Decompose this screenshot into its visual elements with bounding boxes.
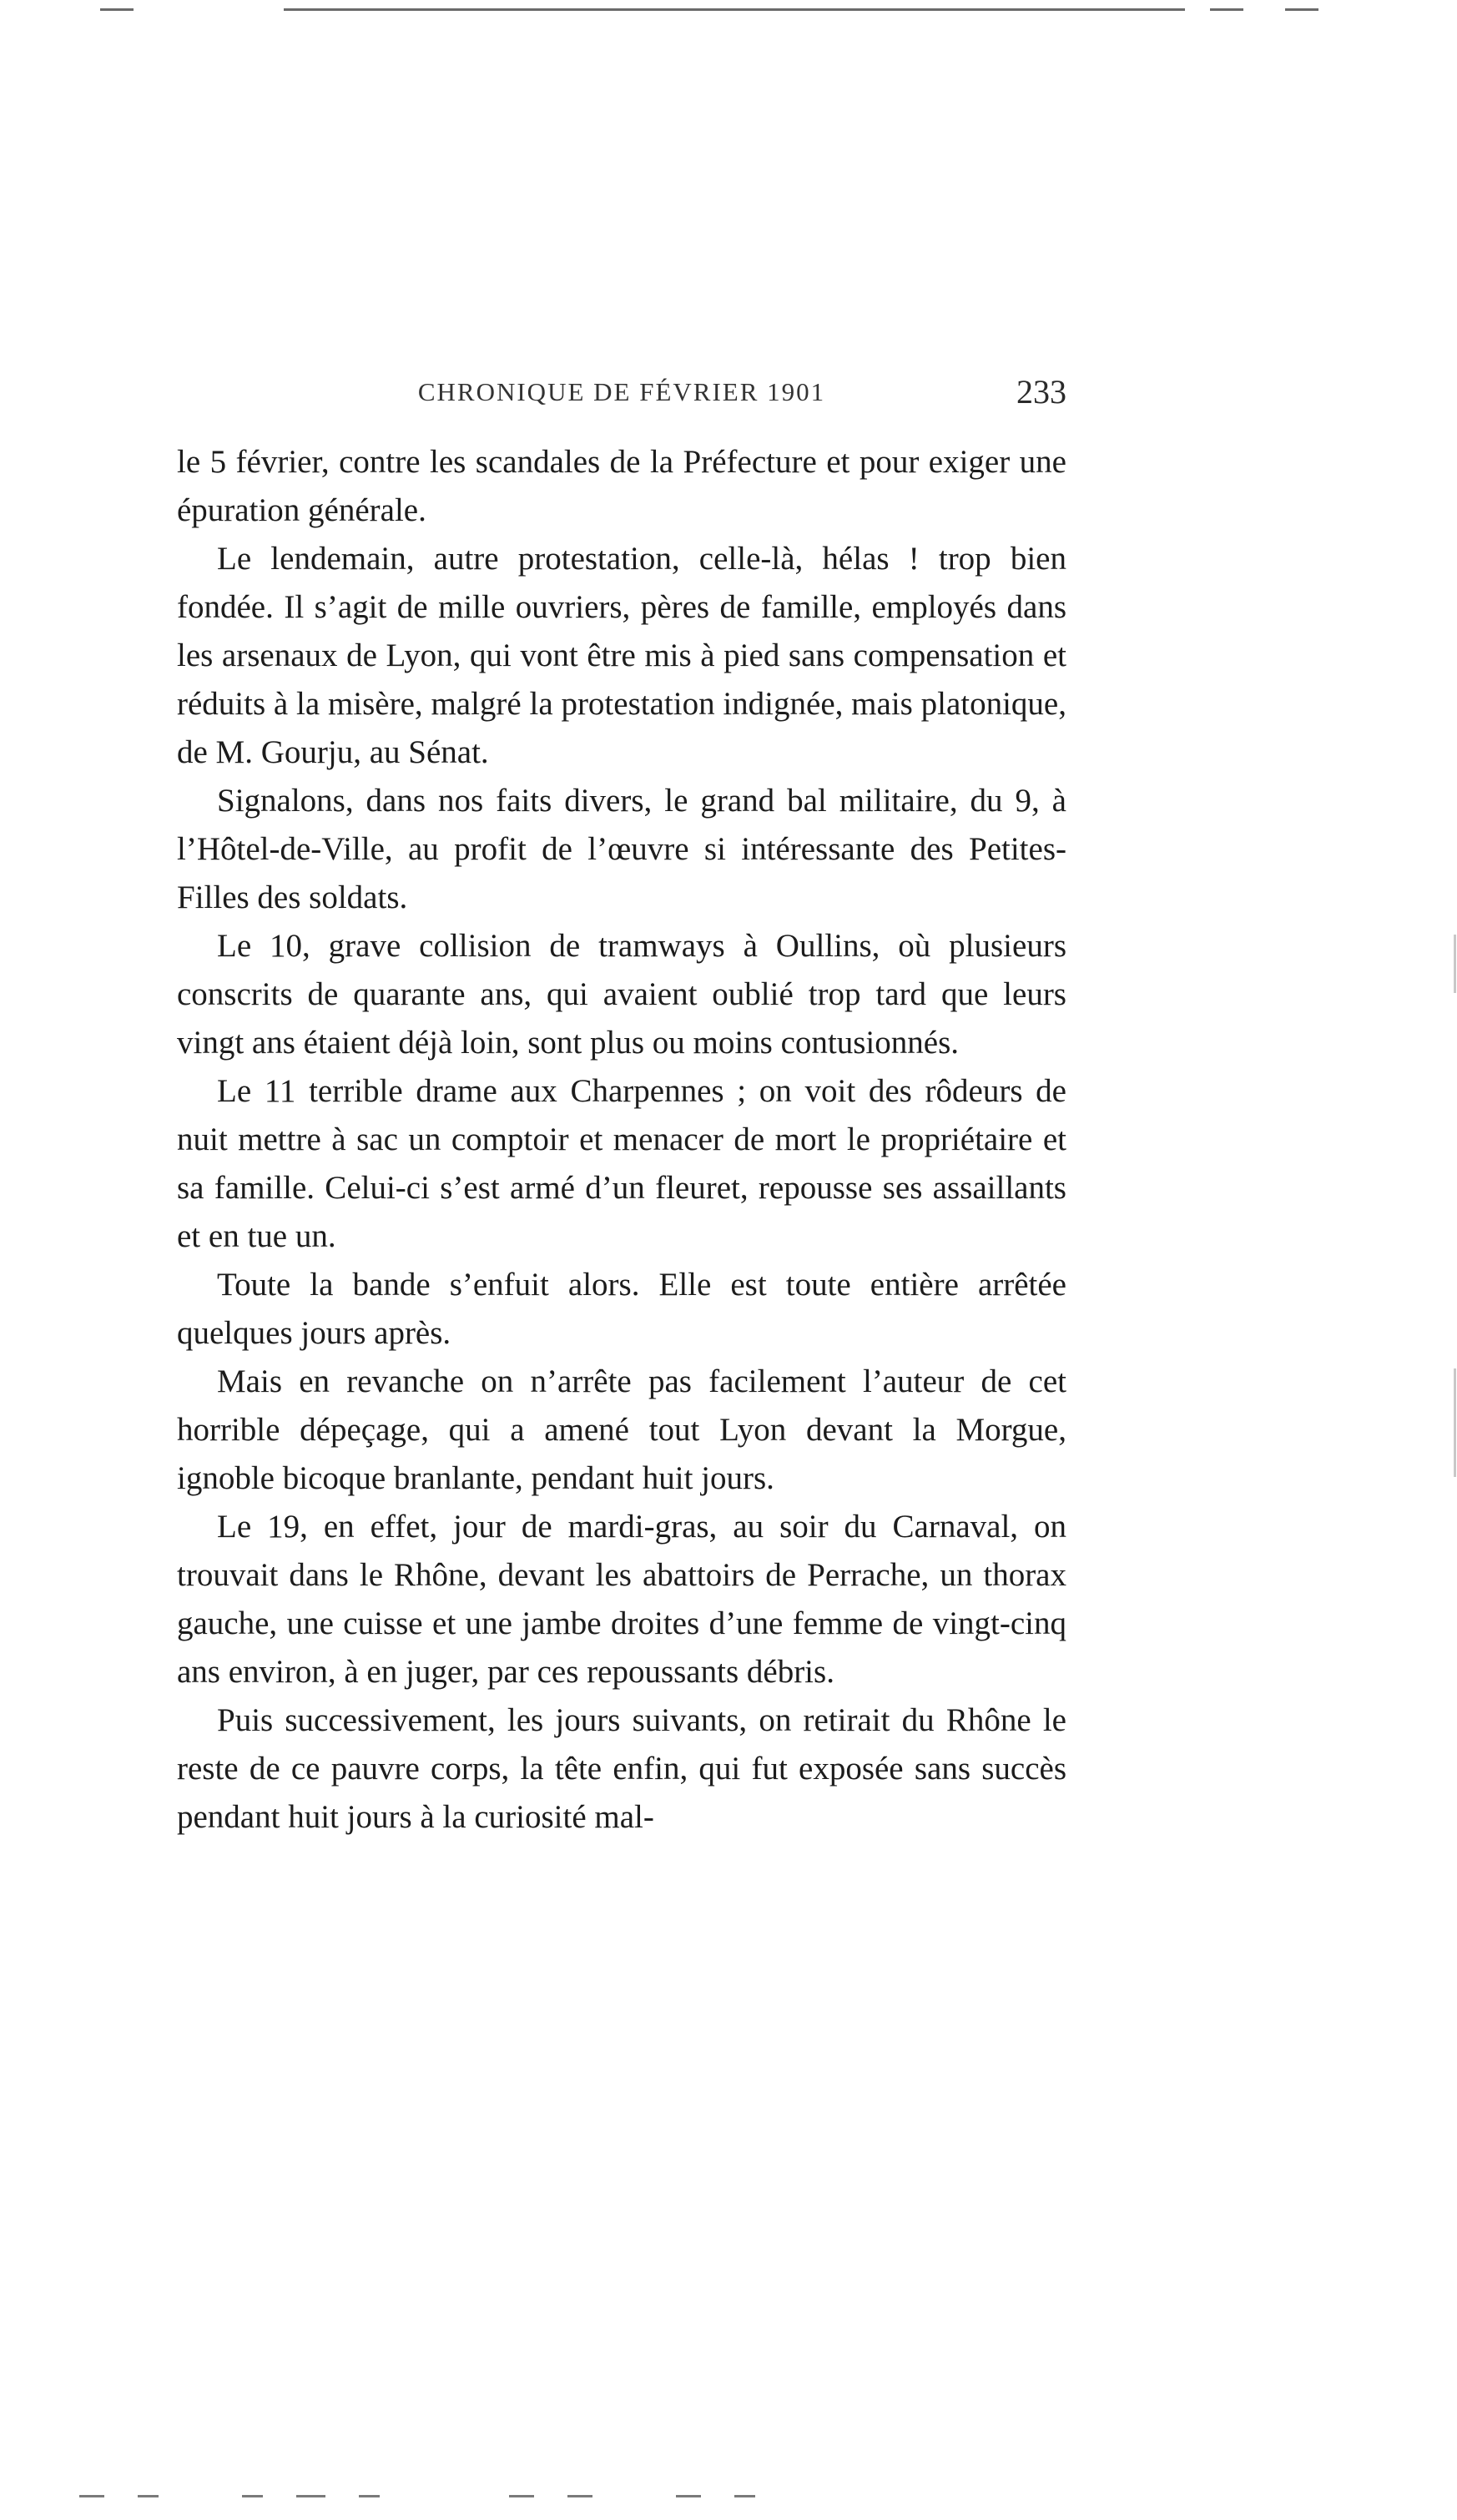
margin-scan-mark (1454, 935, 1456, 993)
top-scan-rule-segment (1210, 8, 1243, 11)
running-head: CHRONIQUE DE FÉVRIER 1901 (417, 377, 826, 406)
bottom-scan-rule-segment (359, 2495, 380, 2497)
paragraph: le 5 février, contre les scandales de la Préfecture et pour exiger une épuration générale. (177, 444, 1066, 528)
paragraph: Signalons, dans nos faits divers, le grand bal militaire, du 9, à l’Hôtel-de-Ville, au profit de l’œuvre si intéressante des Petites-Filles des soldats. (177, 783, 1066, 915)
bottom-scan-rule-segment (79, 2495, 104, 2497)
margin-scan-mark (1454, 1368, 1456, 1477)
bottom-scan-rule-segment (734, 2495, 755, 2497)
paragraph: Le lendemain, autre protestation, celle-là, hélas ! trop bien fondée. Il s’agit de mille ouvriers, pères de famille, employés dans les arsenaux de Lyon, qui vont être mis à pied sans compensation et réduits à la misère, malgré la protestation indignée, mais platonique, de M. Gourju, au Sénat. (177, 541, 1066, 770)
top-scan-rule-segment (100, 8, 134, 11)
paragraph: Le 11 terrible drame aux Charpennes ; on voit des rôdeurs de nuit mettre à sac un comptoir et menacer de mort le propriétaire et sa famille. Celui-ci s’est armé d’un fleuret, repousse ses assaillants et en tue un. (177, 1073, 1066, 1254)
paragraph: Le 19, en effet, jour de mardi-gras, au soir du Carnaval, on trouvait dans le Rhône, devant les abattoirs de Perrache, un thorax gauche, une cuisse et une jambe droites d’une femme de vingt-cinq ans environ, à en juger, par ces repoussants débris. (177, 1509, 1066, 1690)
paragraph: Toute la bande s’enfuit alors. Elle est toute entière arrêtée quelques jours après. (177, 1267, 1066, 1351)
page-header (177, 373, 1066, 427)
bottom-scan-rule-segment (567, 2495, 592, 2497)
bottom-scan-rule-segment (509, 2495, 534, 2497)
top-scan-rule-segment (1285, 8, 1318, 11)
body-text (177, 438, 1066, 1842)
paragraph: Mais en revanche on n’arrête pas facilement l’auteur de cet horrible dépeçage, qui a amené tout Lyon devant la Morgue, ignoble bicoque branlante, pendant huit jours. (177, 1363, 1066, 1496)
paragraph: Puis successivement, les jours suivants, on retirait du Rhône le reste de ce pauvre corps, la tête enfin, qui fut exposée sans succès pendant huit jours à la curiosité mal- (177, 1702, 1066, 1835)
bottom-scan-rule-segment (296, 2495, 325, 2497)
paragraph: Le 10, grave collision de tramways à Oullins, où plusieurs conscrits de quarante ans, qui avaient oublié trop tard que leurs vingt ans étaient déjà loin, sont plus ou moins contusionnés. (177, 928, 1066, 1061)
bottom-scan-rule-segment (242, 2495, 263, 2497)
bottom-scan-rule-segment (676, 2495, 701, 2497)
top-scan-rule (284, 8, 1185, 11)
page-number: 233 (1016, 373, 1066, 411)
bottom-scan-rule-segment (138, 2495, 159, 2497)
